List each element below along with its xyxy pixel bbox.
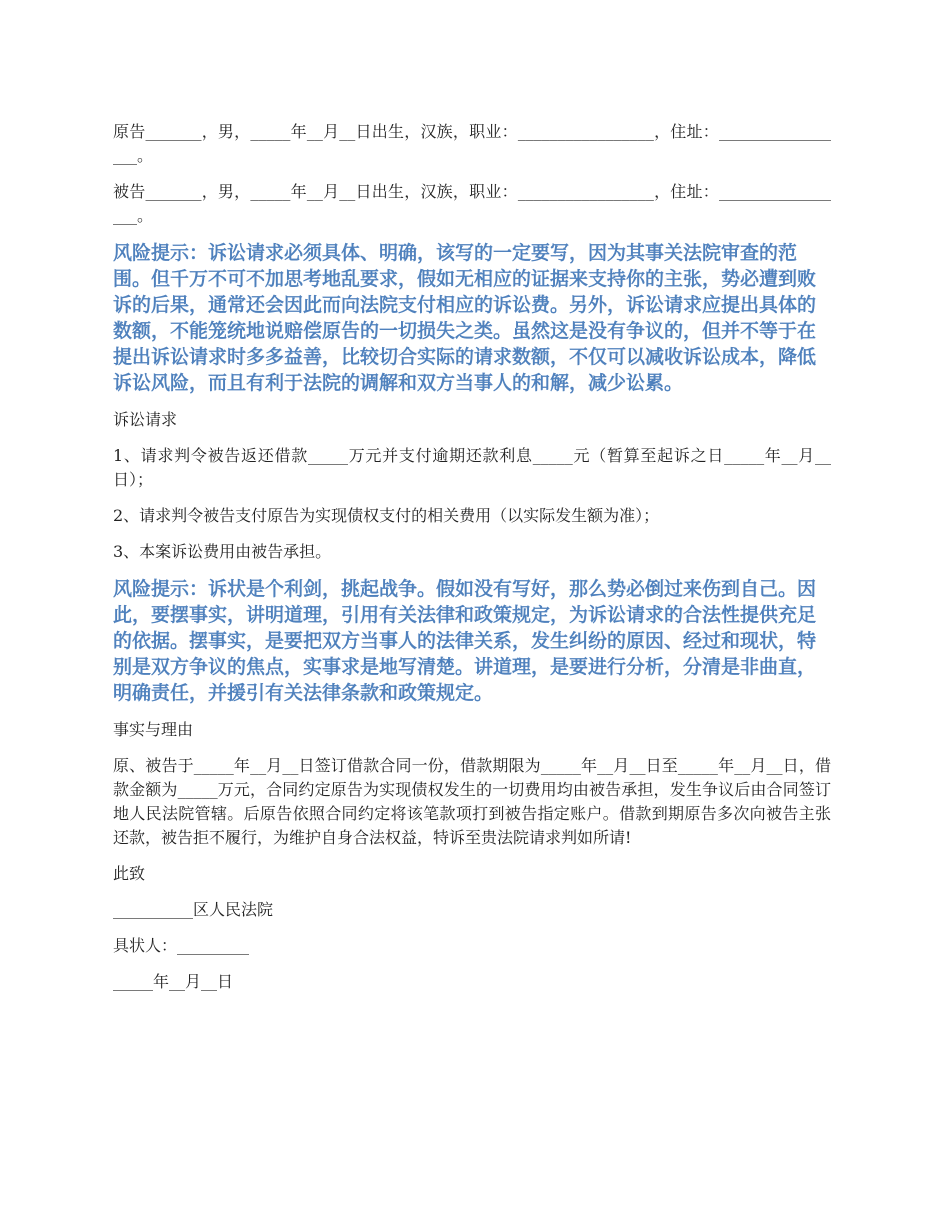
claim-item-3: 3、本案诉讼费用由被告承担。 xyxy=(113,542,332,561)
signer-line: 具状人：_________ xyxy=(113,936,250,955)
risk-note-complaint: 风险提示：诉状是个利剑，挑起战争。假如没有写好，那么势必倒过来伤到自己。因此，要摆事实，讲明道理，引用有关法律和政策规定，为诉讼请求的合法性提供充足的依据。摆事实，是要把双方当事人的法律关系，发生纠纷的原因、经过和现状，特别是双方争议的焦点，实事求是地写清楚。讲道理，是要进行分析，分清是非曲直，明确责任，并援引有关法律条款和政策规定。 xyxy=(113,578,817,704)
date-line: _____年__月__日 xyxy=(113,972,234,991)
facts-body: 原、被告于_____年__月__日签订借款合同一份，借款期限为_____年__月__日至_____年__月__日，借款金额为_____万元，合同约定原告为实现债权发生的一切费用均由被告承担，发生争议后由合同签订地人民法院管辖。后原告依照合同约定将该笔款项打到被告指定账户。借款到期原告多次向被告主张还款，被告拒不履行，为维护自身合法权益，特诉至贵法院请求判如所请! xyxy=(113,756,831,847)
defendant-info: 被告_______，男，_____年__月__日出生，汉族，职业：_________________，住址：_________________。 xyxy=(113,182,831,225)
risk-note-claims: 风险提示：诉讼请求必须具体、明确，该写的一定要写，因为其事关法院审查的范围。但千万不可不加思考地乱要求，假如无相应的证据来支持你的主张，势必遭到败诉的后果，通常还会因此而向法院支付相应的诉讼费。另外，诉讼请求应提出具体的数额，不能笼统地说赔偿原告的一切损失之类。虽然这是没有争议的，但并不等于在提出诉讼请求时多多益善，比较切合实际的请求数额，不仅可以减收诉讼成本，降低诉讼风险，而且有利于法院的调解和双方当事人的和解，减少讼累。 xyxy=(113,242,817,394)
salutation: 此致 xyxy=(113,864,146,883)
court-name: __________区人民法院 xyxy=(113,900,274,919)
plaintiff-info: 原告_______，男，_____年__月__日出生，汉族，职业：_________________，住址：_________________。 xyxy=(113,122,831,165)
claim-item-2: 2、请求判令被告支付原告为实现债权支付的相关费用（以实际发生额为准）； xyxy=(113,506,660,525)
facts-heading: 事实与理由 xyxy=(113,720,194,739)
claim-item-1: 1、请求判令被告返还借款_____万元并支付逾期还款利息_____元（暂算至起诉之日_____年__月__日）； xyxy=(113,446,831,489)
complaint-document xyxy=(113,120,831,1006)
claims-heading: 诉讼请求 xyxy=(113,410,178,429)
